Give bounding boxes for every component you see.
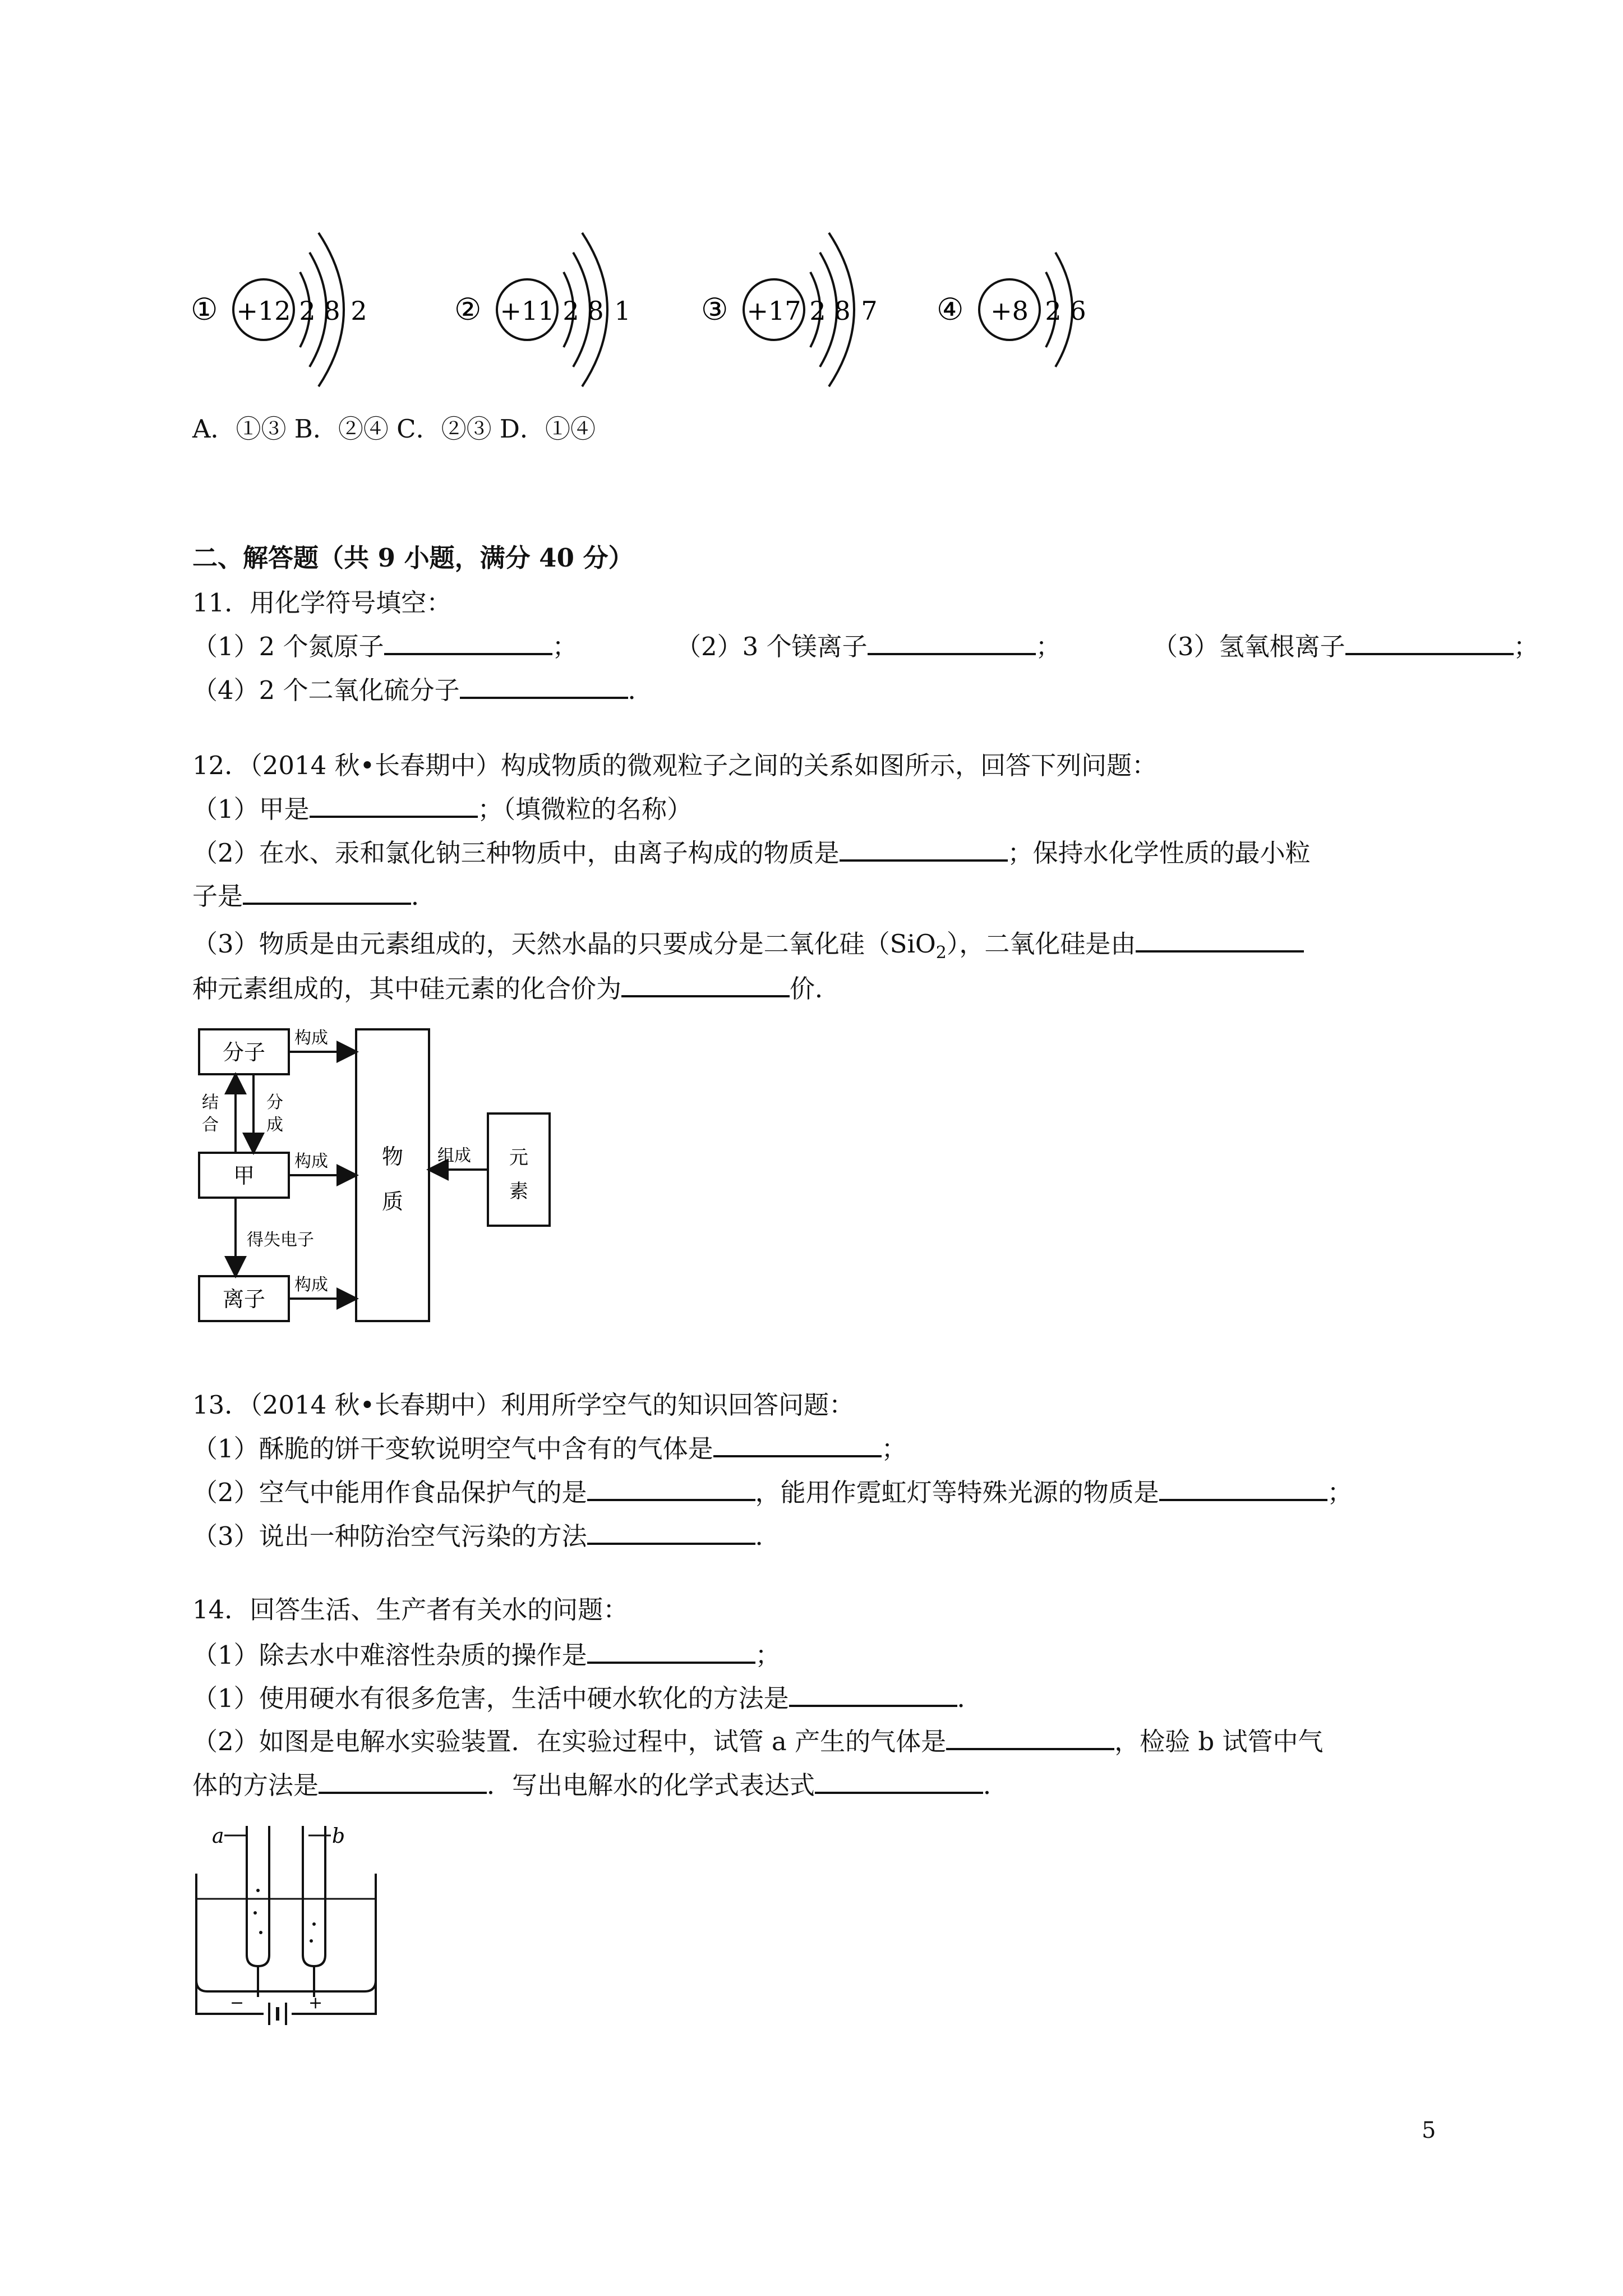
- separator: ；: [1513, 632, 1539, 661]
- box-ion-label: 离子: [222, 1287, 266, 1312]
- box-element: [488, 1114, 550, 1226]
- q12-part2: [192, 835, 1311, 870]
- q14-stem: 14．回答生活、生产者有关水的问题：: [192, 1595, 629, 1625]
- separator: ；: [755, 1640, 781, 1670]
- battery-minus: −: [230, 1993, 245, 2013]
- atom-diagram-4: [937, 252, 1086, 367]
- q14-part2-text: （2）如图是电解水实验装置．在实验过程中，试管 a 产生的气体是: [192, 1727, 947, 1756]
- q13-part2-text: （2）空气中能用作食品保护气的是: [192, 1478, 587, 1507]
- period: ．: [957, 1683, 983, 1713]
- box-substance-char: 质: [381, 1189, 404, 1214]
- shell-electrons: 6: [1069, 296, 1086, 326]
- q12-part1: [192, 791, 692, 826]
- shell-electrons: 8: [834, 296, 851, 326]
- q11-part4: [192, 672, 653, 707]
- q12-part2-cont: [192, 878, 436, 913]
- q14-part1-text: （1）除去水中难溶性杂质的操作是: [192, 1640, 587, 1670]
- separator: ；: [1327, 1478, 1353, 1507]
- shell-electrons: 2: [299, 296, 316, 326]
- shell-electrons: 1: [614, 296, 631, 326]
- nucleus-charge-2: +11: [500, 296, 555, 326]
- q11-part2: [676, 628, 1061, 664]
- answer-blank[interactable]: [868, 628, 1036, 655]
- q13-part2-tail: ，能用作霓虹灯等特殊光源的物质是: [755, 1478, 1159, 1507]
- separator: ；: [881, 1434, 907, 1464]
- answer-blank[interactable]: [815, 1767, 983, 1794]
- q11-part3-text: （3）氢氧根离子: [1152, 632, 1345, 661]
- answer-blank[interactable]: [789, 1680, 957, 1707]
- q12-part3-cont: [192, 970, 840, 1006]
- arrow-label-split: 分: [266, 1093, 283, 1112]
- atom-marker-4: ④: [937, 292, 964, 327]
- shell-electrons: 7: [861, 296, 878, 326]
- q12-part1-text: （1）甲是: [192, 794, 310, 824]
- answer-blank[interactable]: [587, 1637, 755, 1664]
- nucleus-charge-4: +8: [990, 296, 1029, 326]
- answer-blank[interactable]: [621, 970, 790, 997]
- q10-options: A．①③ B．②④ C．②③ D．①④: [192, 414, 596, 444]
- q14-part2-cont: [192, 1767, 1008, 1802]
- box-element-char: 素: [509, 1180, 528, 1203]
- particle-relationship-diagram: [191, 1018, 583, 1332]
- answer-blank[interactable]: [587, 1474, 755, 1501]
- period: ．: [983, 1770, 1009, 1800]
- atom-marker-3: ③: [701, 292, 728, 327]
- q13-part3: [192, 1518, 781, 1553]
- arrow-label-formed: 组成: [437, 1146, 471, 1166]
- q12-stem: 12．（2014 秋•长春期中）构成物质的微观粒子之间的关系如图所示，回答下列问题：: [192, 751, 1158, 780]
- q12-part3-cont-text: 种元素组成的，其中硅元素的化合价为: [192, 974, 622, 1004]
- electrolysis-apparatus-diagram: [191, 1812, 393, 2025]
- q12-part3-text: （3）物质是由元素组成的，天然水晶的只要成分是二氧化硅（SiO: [192, 929, 936, 959]
- q14-part1b: [192, 1680, 983, 1715]
- q11-stem: 11．用化学符号填空：: [192, 588, 452, 618]
- q12-part1-note: ；（填微粒的名称）: [477, 794, 693, 824]
- q12-part3: [192, 926, 1304, 970]
- arrow-label-compose: 构成: [294, 1028, 328, 1048]
- box-substance: [356, 1029, 429, 1321]
- answer-blank[interactable]: [1345, 628, 1514, 655]
- box-jia-label: 甲: [233, 1163, 255, 1188]
- box-molecule-label: 分子: [222, 1040, 266, 1065]
- q12-part2-text: （2）在水、汞和氯化钠三种物质中，由离子构成的物质是: [192, 838, 840, 868]
- answer-blank[interactable]: [384, 628, 552, 655]
- shell-electrons: 2: [562, 296, 579, 326]
- shell-electrons: 2: [1045, 296, 1062, 326]
- q14-part1: [192, 1637, 781, 1672]
- q11-part1: [192, 628, 578, 664]
- answer-blank[interactable]: [587, 1518, 755, 1545]
- subscript: 2: [935, 943, 947, 963]
- arrow-label-compose: 构成: [294, 1275, 328, 1295]
- arrow-label-combine: 合: [202, 1115, 219, 1135]
- answer-blank[interactable]: [243, 878, 411, 905]
- shell-electrons: 2: [351, 296, 367, 326]
- answer-blank[interactable]: [460, 672, 628, 699]
- q14-part1b-text: （1）使用硬水有很多危害，生活中硬水软化的方法是: [192, 1683, 789, 1713]
- separator: ；: [1035, 632, 1061, 661]
- period: ．: [755, 1521, 781, 1551]
- q13-part1-text: （1）酥脆的饼干变软说明空气中含有的气体是: [192, 1434, 713, 1464]
- q13-stem: 13．（2014 秋•长春期中）利用所学空气的知识回答问题：: [192, 1390, 855, 1420]
- q12-part3-end: 价．: [790, 974, 841, 1004]
- beaker: [196, 1874, 376, 1991]
- box-substance-char: 物: [381, 1144, 404, 1169]
- q13-part2: [192, 1474, 1353, 1510]
- q14-part2-mid: ．写出电解水的化学式表达式: [487, 1770, 815, 1800]
- answer-blank[interactable]: [840, 835, 1008, 862]
- q12-part2-cont-text: 子是: [192, 881, 243, 911]
- test-tube-b: [303, 1826, 325, 1966]
- q11-part4-text: （4）2 个二氧化硫分子: [192, 675, 460, 705]
- atom-diagram-3: [701, 233, 878, 386]
- atom-diagram-1: [191, 233, 367, 386]
- q11-part1-text: （1）2 个氮原子: [192, 632, 384, 661]
- tube-label-b: b: [332, 1825, 345, 1848]
- test-tube-a: [247, 1826, 269, 1966]
- answer-blank[interactable]: [319, 1767, 487, 1794]
- shell-electrons: 8: [324, 296, 340, 326]
- nucleus-charge-1: +12: [236, 296, 291, 326]
- page-number: 5: [1422, 2118, 1436, 2143]
- shell-electrons: 8: [587, 296, 604, 326]
- q11-part3: [1152, 628, 1539, 664]
- nucleus-charge-3: +17: [746, 296, 801, 326]
- atom-diagram-2: [454, 233, 631, 386]
- answer-blank[interactable]: [1136, 926, 1304, 953]
- tube-label-a: a: [212, 1825, 224, 1848]
- box-element-char: 元: [509, 1147, 528, 1169]
- arrow-label-compose: 构成: [294, 1152, 328, 1171]
- q13-part1: [192, 1430, 907, 1466]
- answer-blank[interactable]: [713, 1430, 882, 1457]
- q14-part2-tail: ，检验 b 试管中气: [1114, 1727, 1324, 1756]
- atom-structure-diagrams: [185, 202, 1138, 404]
- answer-blank[interactable]: [1159, 1474, 1327, 1501]
- q13-part3-text: （3）说出一种防治空气污染的方法: [192, 1521, 587, 1551]
- atom-marker-1: ①: [191, 292, 218, 327]
- q12-part3-tail: ），二氧化硅是由: [946, 929, 1136, 959]
- section-title: 二、解答题（共 9 小题，满分 40 分）: [192, 543, 634, 573]
- answer-blank[interactable]: [946, 1723, 1114, 1750]
- arrow-label-electron: 得失电子: [247, 1230, 314, 1250]
- arrow-label-combine: 结: [202, 1093, 219, 1112]
- arrow-label-split: 成: [266, 1115, 283, 1135]
- atom-marker-2: ②: [454, 292, 482, 327]
- q14-part2-cont-text: 体的方法是: [192, 1770, 319, 1800]
- q14-part2: [192, 1723, 1324, 1759]
- period: ．: [628, 675, 653, 705]
- answer-blank[interactable]: [310, 791, 478, 818]
- separator: ；: [552, 632, 578, 661]
- period: ．: [411, 881, 437, 911]
- shell-electrons: 2: [809, 296, 826, 326]
- q11-part2-text: （2）3 个镁离子: [676, 632, 868, 661]
- battery-plus: +: [308, 1993, 323, 2013]
- q12-part2-tail: ；保持水化学性质的最小粒: [1007, 838, 1311, 868]
